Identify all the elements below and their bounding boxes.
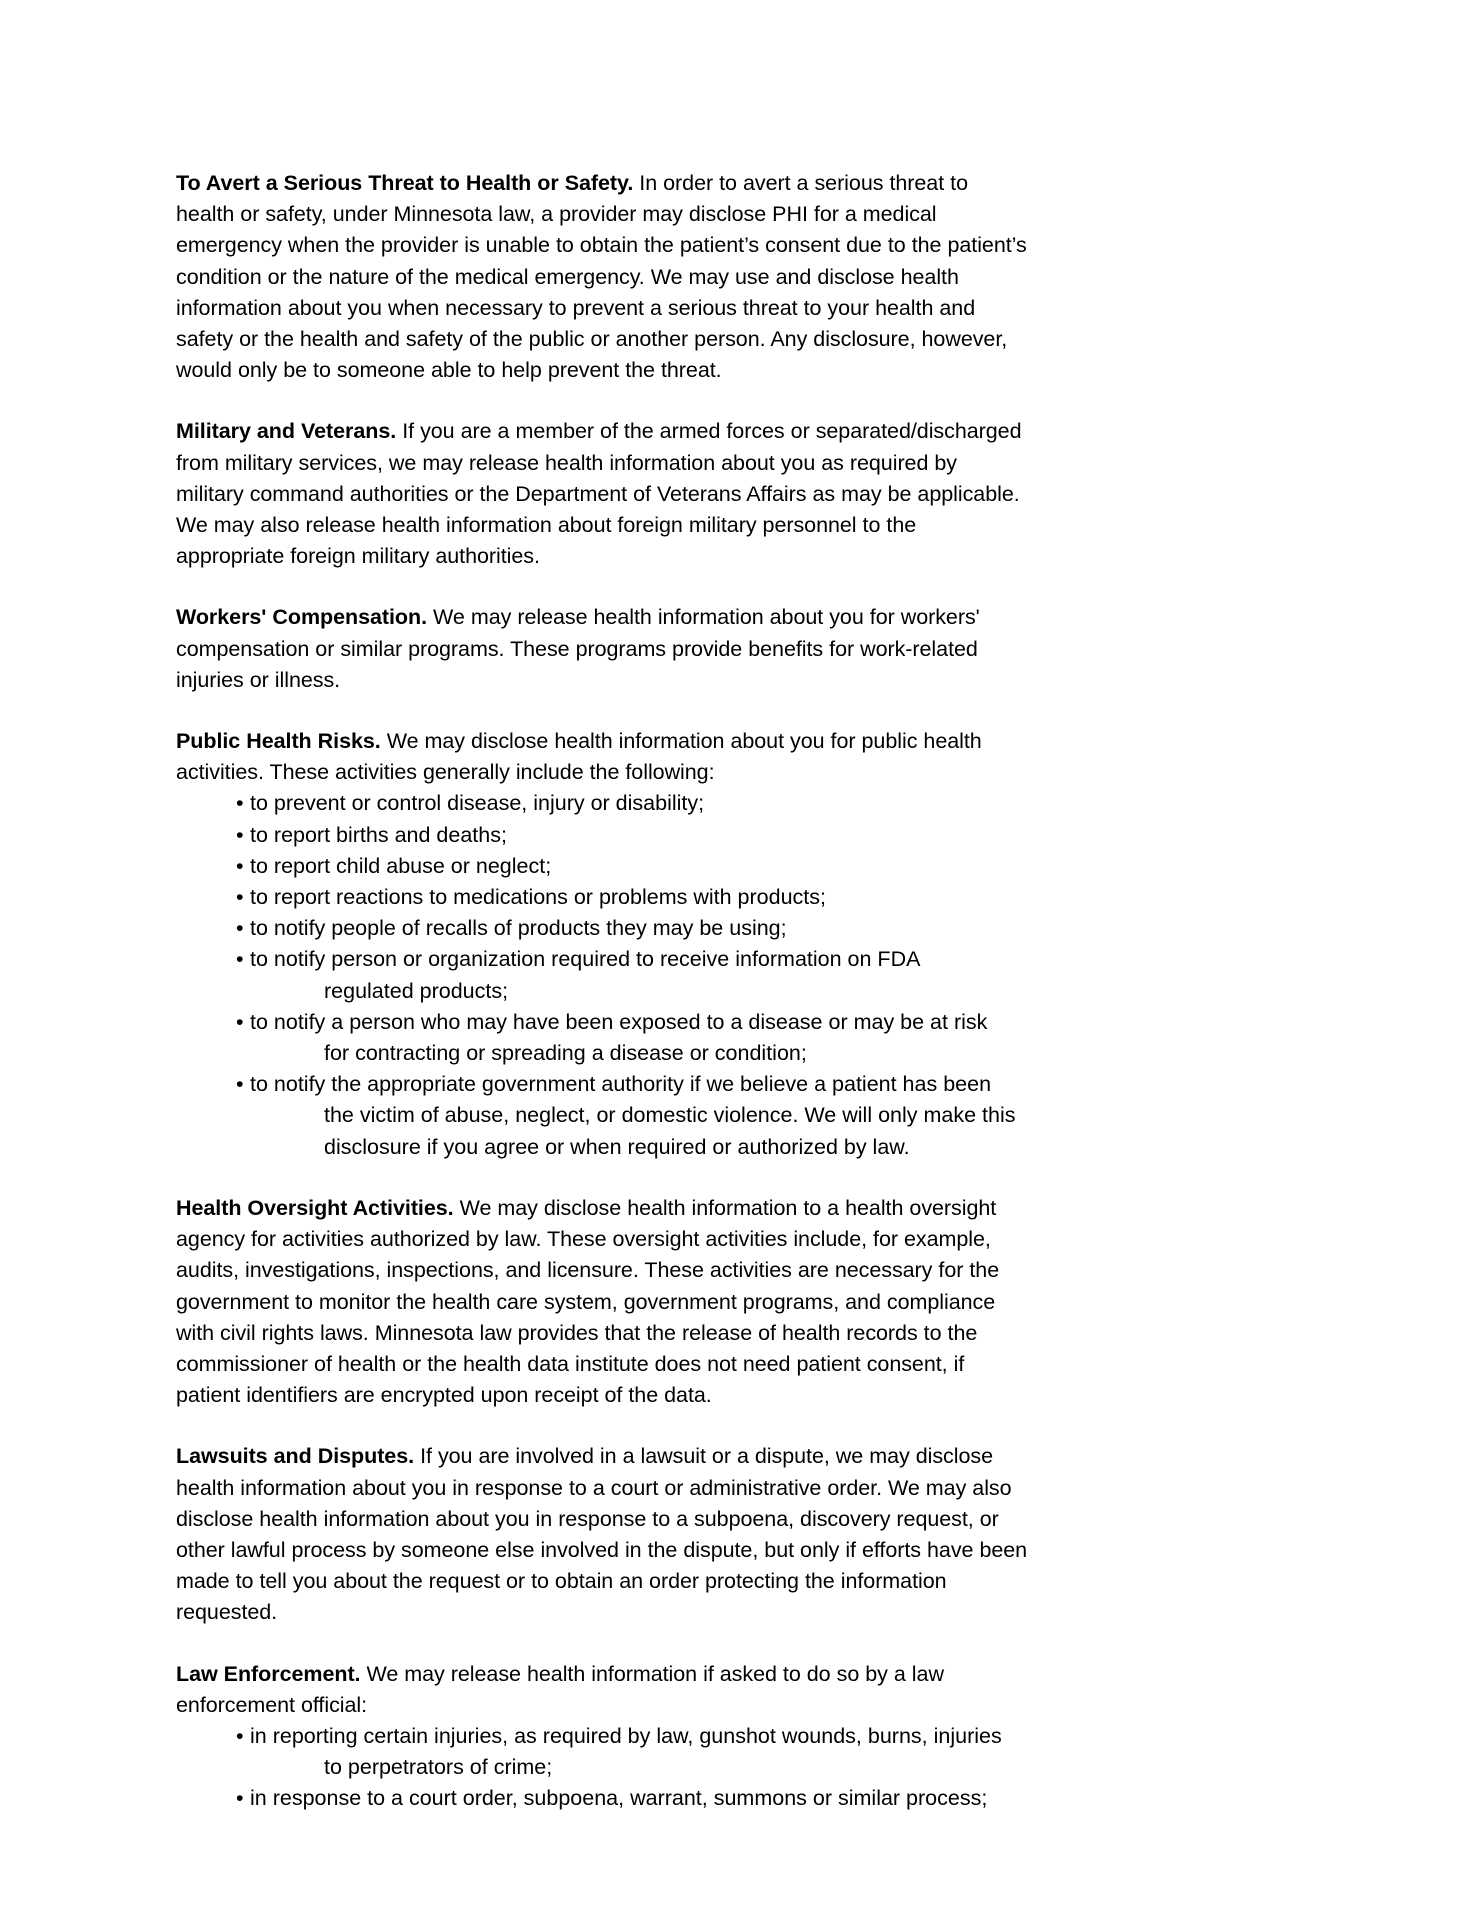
section-workers-compensation — [176, 602, 1028, 696]
document-body — [176, 168, 1028, 1815]
section-health-oversight-activities — [176, 1193, 1028, 1411]
section-text: If you are involved in a lawsuit or a dispute, we may disclose health information about you in response to a court or administrative order. We may also disclose health information about you in response to a subpoena, discovery request, or other lawful process by someone else involved in the dispute, but only if efforts have been made to tell you about the request or to obtain an order protecting the information requested. — [176, 1444, 1028, 1625]
list-item-text: to report reactions to medications or problems with products; — [250, 885, 826, 910]
section-lawsuits-and-disputes — [176, 1441, 1028, 1628]
section-heading: Law Enforcement. — [176, 1661, 361, 1686]
section-heading: Workers' Compensation. — [176, 605, 428, 630]
list-item-text: to notify people of recalls of products they may be using; — [250, 916, 787, 941]
list-item: • to notify a person who may have been exposed to a disease or may be at risk for contracting or spreading a disease or condition; — [176, 1007, 1028, 1069]
list-item-text: to notify a person who may have been exposed to a disease or may be at risk — [250, 1009, 988, 1034]
paragraph — [176, 1659, 1028, 1721]
list-item-text: to notify the appropriate government authority if we believe a patient has been — [250, 1072, 992, 1097]
paragraph — [176, 1441, 1028, 1628]
list-item: • to prevent or control disease, injury or disability; — [236, 791, 705, 816]
list-item-continuation: the victim of abuse, neglect, or domestic violence. We will only make this — [324, 1103, 1016, 1128]
list-item: • in reporting certain injuries, as required by law, gunshot wounds, burns, injuries to perpetrators of crime; — [176, 1721, 1028, 1783]
list-item-text: to report births and deaths; — [250, 822, 507, 847]
list-item: • to notify person or organization required to receive information on FDA regulated products; — [176, 944, 1028, 1006]
list-item: • to report child abuse or neglect; — [236, 853, 552, 878]
section-avert-serious-threat — [176, 168, 1028, 386]
list-item: • to notify the appropriate government authority if we believe a patient has been the victim of abuse, neglect, or domestic violence. We will only make this disclosure if you agree or when required or authorized by law. — [176, 1069, 1028, 1163]
section-law-enforcement — [176, 1659, 1028, 1815]
law-enforcement-bullet-list — [176, 1721, 1028, 1815]
section-military-and-veterans — [176, 416, 1028, 572]
section-text: We may disclose health information about you for public health activities. These activities generally include the following: — [176, 729, 982, 785]
list-item-text: in response to a court order, subpoena, warrant, summons or similar process; — [250, 1786, 988, 1811]
section-text: If you are a member of the armed forces or separated/discharged from military services, we may release health information about you as required by military command authorities or the Department of Veterans Affairs as may be applicable. We may also release health information about foreign military personnel to the appropriate foreign military authorities. — [176, 419, 1022, 569]
list-item-text: to report child abuse or neglect; — [250, 853, 552, 878]
section-text: We may release health information if asked to do so by a law enforcement official: — [176, 1661, 944, 1717]
section-text: We may release health information about you for workers' compensation or similar programs. These programs provide benefits for work-related injuries or illness. — [176, 605, 980, 692]
section-heading: Health Oversight Activities. — [176, 1195, 454, 1220]
list-item-continuation: regulated products; — [324, 978, 509, 1003]
section-heading: To Avert a Serious Threat to Health or Safety. — [176, 171, 634, 195]
list-item-text: in reporting certain injuries, as required by law, gunshot wounds, burns, injuries — [250, 1723, 1002, 1748]
public-health-bullet-list — [176, 788, 1028, 1162]
section-heading: Public Health Risks. — [176, 729, 381, 754]
paragraph — [176, 726, 1028, 788]
paragraph — [176, 602, 1028, 696]
list-item-text: to prevent or control disease, injury or disability; — [250, 791, 705, 816]
section-heading: Lawsuits and Disputes. — [176, 1444, 415, 1469]
list-item-continuation: to perpetrators of crime; — [324, 1755, 553, 1780]
list-item-continuation: for contracting or spreading a disease or condition; — [324, 1041, 807, 1066]
paragraph — [176, 416, 1028, 572]
section-heading: Military and Veterans. — [176, 419, 397, 444]
list-item: • to notify people of recalls of products they may be using; — [236, 916, 787, 941]
list-item: • to report births and deaths; — [236, 822, 507, 847]
section-text: In order to avert a serious threat to health or safety, under Minnesota law, a provider may disclose PHI for a medical emergency when the provider is unable to obtain the patient’s consent due to the patient’s condition or the nature of the medical emergency. We may use and disclose health information about you when necessary to prevent a serious threat to your health and safety or the health and safety of the public or another person. Any disclosure, however, would only be to someone able to help prevent the threat. — [176, 171, 1027, 383]
section-text: We may disclose health information to a health oversight agency for activities authorized by law. These oversight activities include, for example, audits, investigations, inspections, and licensure. These activities are necessary for the government to monitor the health care system, government programs, and compliance with civil rights laws. Minnesota law provides that the release of health records to the commissioner of health or the health data institute does not need patient consent, if patient identifiers are encrypted upon receipt of the data. — [176, 1195, 1000, 1408]
section-public-health-risks — [176, 726, 1028, 1163]
list-item: • to report reactions to medications or problems with products; — [236, 885, 826, 910]
list-item: • in response to a court order, subpoena, warrant, summons or similar process; — [236, 1786, 988, 1811]
list-item-continuation: disclosure if you agree or when required or authorized by law. — [324, 1134, 910, 1159]
paragraph — [176, 168, 1028, 386]
paragraph — [176, 1193, 1028, 1411]
list-item-text: to notify person or organization required to receive information on FDA — [250, 947, 921, 972]
